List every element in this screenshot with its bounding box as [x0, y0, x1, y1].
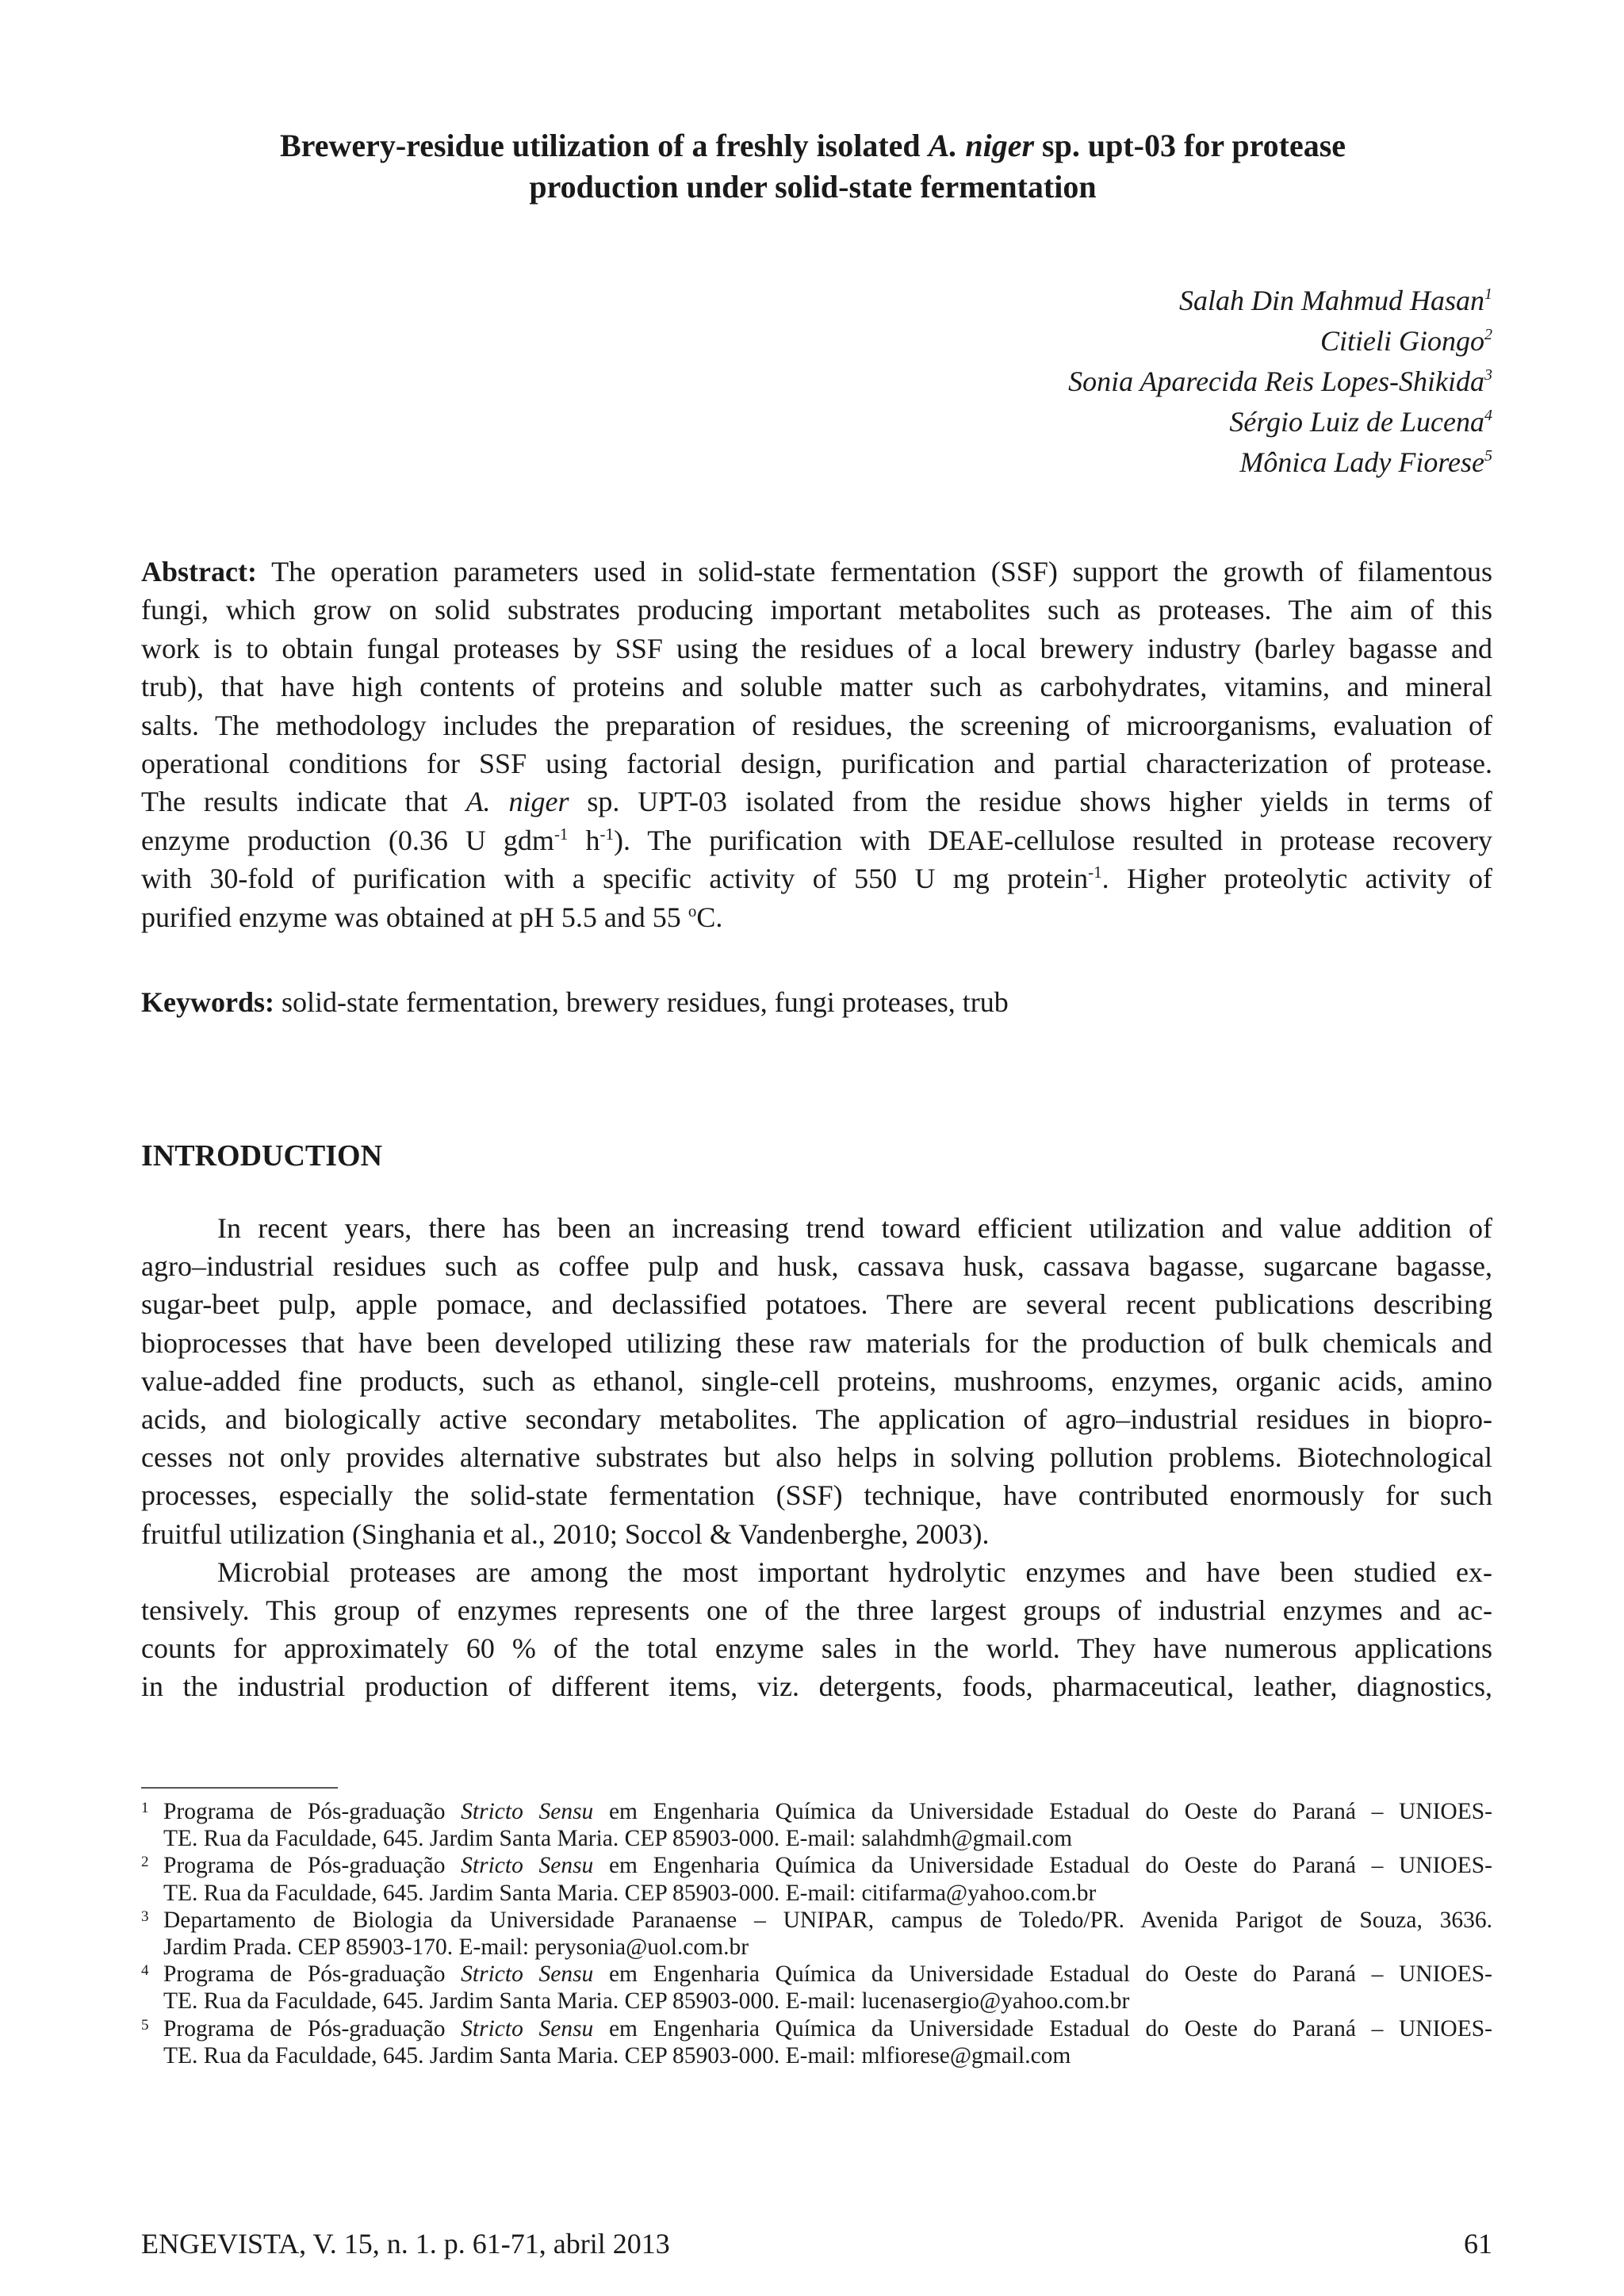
body-line: agro–industrial residues such as coffee pulp and husk, cassava husk, cassava bagasse, sugarcane bagasse,: [141, 1250, 1492, 1283]
keywords-label: Keywords:: [141, 986, 274, 1018]
abstract-line: trub), that have high contents of proteins and soluble matter such as carbohydrates, vitamins, and mineral: [141, 671, 1492, 703]
author: Sérgio Luiz de Lucena$^4$: [1229, 406, 1492, 438]
footnote-number: 1: [141, 1800, 149, 1816]
abstract-line: fungi, which grow on solid substrates producing important metabolites such as proteases. The aim of this: [141, 594, 1492, 626]
abstract-line: Abstract: The operation parameters used in solid-state fermentation (SSF) support the growth of filamentous: [141, 556, 1492, 587]
abstract-line: salts. The methodology includes the preparation of residues, the screening of microorganisms, evaluation of: [141, 709, 1492, 741]
journal-citation: ENGEVISTA, V. 15, n. 1. p. 61-71, abril 2013: [141, 2228, 670, 2260]
keywords-text: solid-state fermentation, brewery residues, fungi proteases, trub: [274, 986, 1009, 1018]
author: Salah Din Mahmud Hasan$^1$: [1179, 285, 1492, 316]
author: Citieli Giongo$^2$: [1320, 325, 1492, 357]
body-line: tensively. This group of enzymes represents one of the three largest groups of industrial enzymes and ac-: [141, 1594, 1492, 1627]
body-line: cesses not only provides alternative substrates but also helps in solving pollution problems. Biotechnological: [141, 1441, 1492, 1474]
body-line: in the industrial production of different items, viz. detergents, foods, pharmaceutical, leather, diagnostics,: [141, 1670, 1492, 1703]
section-heading-introduction: INTRODUCTION: [141, 1139, 383, 1173]
author: Mônica Lady Fiorese$^5$: [1239, 446, 1492, 478]
body-line: processes, especially the solid-state fermentation (SSF) technique, have contributed enormously for such: [141, 1479, 1492, 1512]
footnote-number: 3: [141, 1908, 149, 1925]
body-line: bioprocesses that have been developed utilizing these raw materials for the production of bulk chemicals and: [141, 1326, 1492, 1359]
body-line: value-added fine products, such as ethanol, single-cell proteins, mushrooms, enzymes, organic acids, amino: [141, 1364, 1492, 1397]
abstract-label: Abstract:: [141, 556, 257, 587]
footnote: 3 Departamento de Biologia da Universidade Paranaense – UNIPAR, campus de Toledo/PR. Avenida Parigot de Souza, 3636. Jardim Prada. CEP 85903-170. E-mail: perysonia@uol.com.br: [141, 1907, 1492, 1961]
body-line: acids, and biologically active secondary metabolites. The application of agro–industrial residues in biopro-: [141, 1403, 1492, 1436]
footnote: 5 Programa de Pós-graduação Stricto Sensu em Engenharia Química da Universidade Estadual do Oeste do Paraná – UNIOES- TE. Rua da Faculdade, 645. Jardim Santa Maria. CEP 85903-000. E-mail: mlfiorese@gmail.com: [141, 2015, 1492, 2069]
footnote: 4 Programa de Pós-graduação Stricto Sensu em Engenharia Química da Universidade Estadual do Oeste do Paraná – UNIOES- TE. Rua da Faculdade, 645. Jardim Santa Maria. CEP 85903-000. E-mail: lucenasergio@yahoo.com.br: [141, 1961, 1492, 2015]
introduction-body: [141, 1209, 1492, 1706]
paper-title: [143, 125, 1483, 208]
keywords: [141, 983, 1492, 1021]
body-line: Microbial proteases are among the most important hydrolytic enzymes and have been studied ex-: [217, 1556, 1492, 1588]
footnote: 2 Programa de Pós-graduação Stricto Sensu em Engenharia Química da Universidade Estadual do Oeste do Paraná – UNIOES- TE. Rua da Faculdade, 645. Jardim Santa Maria. CEP 85903-000. E-mail: citifarma@yahoo.com.br: [141, 1852, 1492, 1906]
author: Sonia Aparecida Reis Lopes-Shikida$^3$: [1068, 365, 1492, 397]
abstract-line: work is to obtain fungal proteases by SSF using the residues of a local brewery industry (barley bagasse and: [141, 632, 1492, 664]
body-line: fruitful utilization (Singhania et al., 2010; Soccol & Vandenberghe, 2003).: [141, 1517, 990, 1550]
body-line: In recent years, there has been an increasing trend toward efficient utilization and value addition of: [217, 1212, 1492, 1244]
title-line-1: Brewery-residue utilization of a freshly isolated A. niger sp. upt-03 for protease: [279, 128, 1346, 163]
page-number: 61: [1464, 2228, 1492, 2260]
footnote-divider: [141, 1787, 338, 1789]
footnote-number: 2: [141, 1854, 149, 1871]
abstract-line: The results indicate that A. niger sp. UPT-03 isolated from the residue shows higher yields in terms of: [141, 786, 1493, 818]
footnotes: [141, 1798, 1492, 2069]
author-list: [541, 281, 1492, 483]
abstract-line: with 30-fold of purification with a specific activity of 550 U mg protein$^{-1}$. Higher proteolytic activity of: [141, 863, 1492, 895]
body-line: sugar-beet pulp, apple pomace, and declassified potatoes. There are several recent publications describing: [141, 1288, 1492, 1321]
abstract-line: operational conditions for SSF using factorial design, purification and partial characterization of protease.: [141, 748, 1492, 780]
abstract: [141, 553, 1492, 936]
footnote-number: 5: [141, 2016, 149, 2034]
title-line-2: production under solid-state fermentation: [529, 169, 1097, 205]
abstract-line: purified enzyme was obtained at pH 5.5 and 55 $^o$C.: [141, 901, 723, 933]
abstract-line: enzyme production (0.36 U gdm$^{-1}$ $h^{-1}$). The purification with DEAE-cellulose resulted in protease recovery: [141, 824, 1492, 856]
footnote-number: 4: [141, 1962, 149, 1980]
footnote: 1 Programa de Pós-graduação Stricto Sensu em Engenharia Química da Universidade Estadual do Oeste do Paraná – UNIOES- TE. Rua da Faculdade, 645. Jardim Santa Maria. CEP 85903-000. E-mail: salahdmh@gmail.com: [141, 1798, 1492, 1852]
body-line: counts for approximately 60 % of the total enzyme sales in the world. They have numerous applications: [141, 1632, 1492, 1665]
